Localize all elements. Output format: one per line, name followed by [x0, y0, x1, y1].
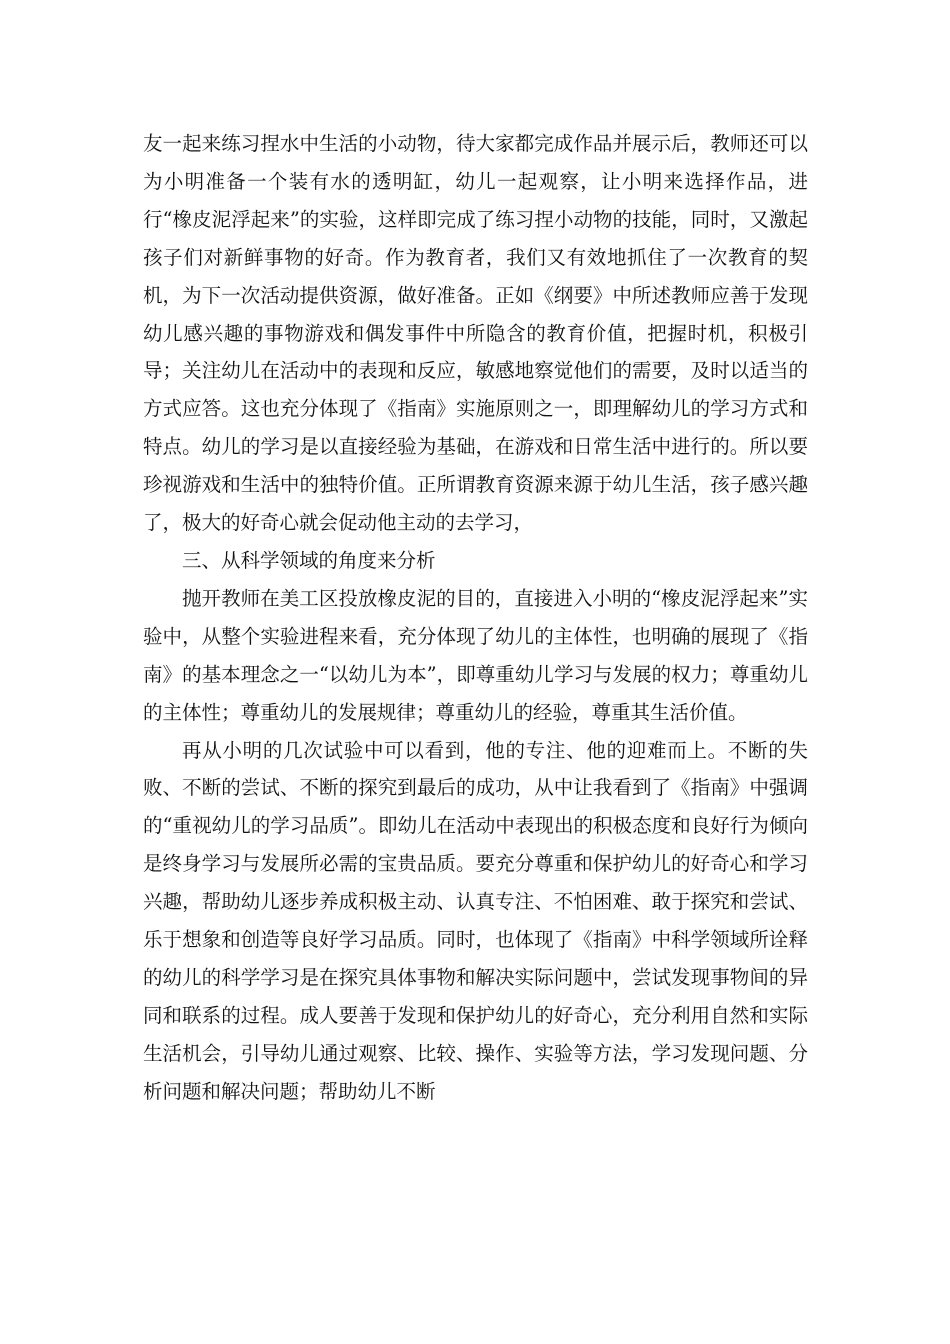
- paragraph-continuation: 友一起来练习捏水中生活的小动物，待大家都完成作品并展示后，教师还可以为小明准备一个装有水的透明缸，幼儿一起观察，让小明来选择作品，进行“橡皮泥浮起来”的实验，这样即完成了练习捏小动物的技能，同时，又激起孩子们对新鲜事物的好奇。作为教育者，我们又有效地抓住了一次教育的契机，为下一次活动提供资源，做好准备。正如《纲要》中所述教师应善于发现幼儿感兴趣的事物游戏和偶发事件中所隐含的教育价值，把握时机，积极引导；关注幼儿在活动中的表现和反应，敏感地察觉他们的需要，及时以适当的方式应答。这也充分体现了《指南》实施原则之一，即理解幼儿的学习方式和特点。幼儿的学习是以直接经验为基础，在游戏和日常生活中进行的。所以要珍视游戏和生活中的独特价值。正所谓教育资源来源于幼儿生活，孩子感兴趣了，极大的好奇心就会促动他主动的去学习，: [143, 132, 808, 535]
- paragraph: 再从小明的几次试验中可以看到，他的专注、他的迎难而上。不断的失败、不断的尝试、不断的探究到最后的成功，从中让我看到了《指南》中强调的“重视幼儿的学习品质”。即幼儿在活动中表现出的积极态度和良好行为倾向是终身学习与发展所必需的宝贵品质。要充分尊重和保护幼儿的好奇心和学习兴趣，帮助幼儿逐步养成积极主动、认真专注、不怕困难、敢于探究和尝试、乐于想象和创造等良好学习品质。同时，也体现了《指南》中科学领域所诠释的幼儿的科学学习是在探究具体事物和解决实际问题中，尝试发现事物间的异同和联系的过程。成人要善于发现和保护幼儿的好奇心，充分利用自然和实际生活机会，引导幼儿通过观察、比较、操作、实验等方法，学习发现问题、分析问题和解决问题；帮助幼儿不断: [143, 738, 808, 1103]
- paragraph: 抛开教师在美工区投放橡皮泥的目的，直接进入小明的“橡皮泥浮起来”实验中，从整个实验进程来看，充分体现了幼儿的主体性，也明确的展现了《指南》的基本理念之一“以幼儿为本”，即尊重幼儿学习与发展的权力；尊重幼儿的主体性；尊重幼儿的发展规律；尊重幼儿的经验，尊重其生活价值。: [143, 586, 808, 724]
- body-text: [143, 125, 808, 1111]
- section-heading: 三、从科学领域的角度来分析: [182, 548, 436, 572]
